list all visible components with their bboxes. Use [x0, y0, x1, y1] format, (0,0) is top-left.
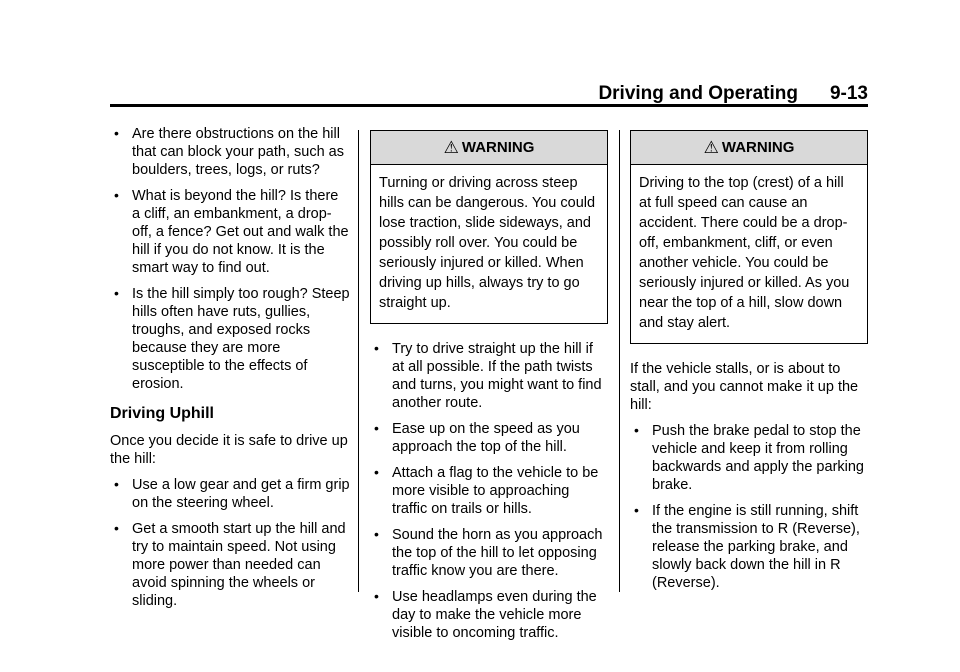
hill-check-list [110, 125, 350, 393]
warning-icon: ⚠ [443, 137, 459, 157]
list-item: • What is beyond the hill? Is there a cliff, an embankment, a drop-off, a fence? Get out and walk the hill if you do not know. It is the smart way to find out. [114, 187, 349, 276]
bullet-icon: • [114, 476, 119, 492]
bullet-icon: • [114, 520, 119, 536]
page-number: 9-13 [829, 83, 868, 104]
paragraph: If the vehicle stalls, or is about to stall, and you cannot make it up the hill: [630, 361, 859, 413]
warning-title: WARNING [461, 138, 535, 156]
column-1 [110, 125, 350, 618]
list-item: • Sound the horn as you approach the top of the hill to let opposing traffic know you are there. [374, 526, 603, 579]
list-item: • Get a smooth start up the hill and try to maintain speed. Not using more power than needed can avoid spinning the wheels or sliding. [114, 520, 346, 609]
list-item: • Push the brake pedal to stop the vehicle and keep it from rolling backwards and apply the parking brake. [634, 422, 864, 493]
section-title: Driving and Operating [598, 83, 798, 104]
header-rule [110, 104, 868, 107]
warning-box [630, 130, 868, 344]
bullet-icon: • [374, 588, 379, 604]
list-item: • Use headlamps even during the day to make the vehicle more visible to oncoming traffic. [374, 588, 597, 641]
warning-box [370, 130, 608, 324]
list-item: • Attach a flag to the vehicle to be more visible to approaching traffic on trails or hills. [374, 464, 599, 517]
warning-header [631, 131, 867, 165]
bullet-icon: • [114, 187, 119, 203]
list-item: • Use a low gear and get a firm grip on the steering wheel. [114, 476, 350, 511]
list-item: • Are there obstructions on the hill that can block your path, such as boulders, trees, logs, or ruts? [114, 125, 344, 178]
bullet-icon: • [374, 526, 379, 542]
warning-icon: ⚠ [703, 137, 719, 157]
list-item: • Try to drive straight up the hill if at all possible. If the path twists and turns, you might want to find another route. [374, 340, 602, 411]
bullet-icon: • [374, 420, 379, 436]
column-divider [619, 130, 620, 592]
warning-text: Turning or driving across steep hills can be dangerous. You could lose traction, slide sideways, and possibly roll over. You could be seriously injured or killed. When driving up hills, always try to go straight up. [379, 175, 596, 311]
bullet-icon: • [114, 285, 119, 301]
warning-title: WARNING [721, 138, 795, 156]
column-2 [370, 130, 608, 650]
column-divider [358, 130, 359, 592]
list-item: • Ease up on the speed as you approach the top of the hill. [374, 420, 580, 455]
bullet-icon: • [114, 125, 119, 141]
list-item: • Is the hill simply too rough? Steep hills often have ruts, gullies, troughs, and exposed rocks because they are more susceptible to the effects of erosion. [114, 285, 350, 392]
bullet-icon: • [374, 340, 379, 356]
uphill-tips-list [370, 340, 608, 642]
bullet-icon: • [634, 422, 639, 438]
stall-list [630, 422, 868, 592]
bullet-icon: • [374, 464, 379, 480]
section-heading: Driving Uphill [110, 405, 214, 422]
warning-text: Driving to the top (crest) of a hill at full speed can cause an accident. There could be a drop-off, embankment, cliff, or even another vehicle. You could be seriously injured or killed. As you near the top of a hill, slow down and stay alert. [639, 175, 850, 331]
column-3 [630, 130, 868, 600]
warning-header [371, 131, 607, 165]
uphill-list [110, 476, 350, 610]
paragraph: Once you decide it is safe to drive up the hill: [110, 433, 348, 467]
bullet-icon: • [634, 502, 639, 518]
list-item: • If the engine is still running, shift the transmission to R (Reverse), release the parking brake, and slowly back down the hill in R (Reverse). [634, 502, 860, 591]
page-header [110, 82, 868, 106]
